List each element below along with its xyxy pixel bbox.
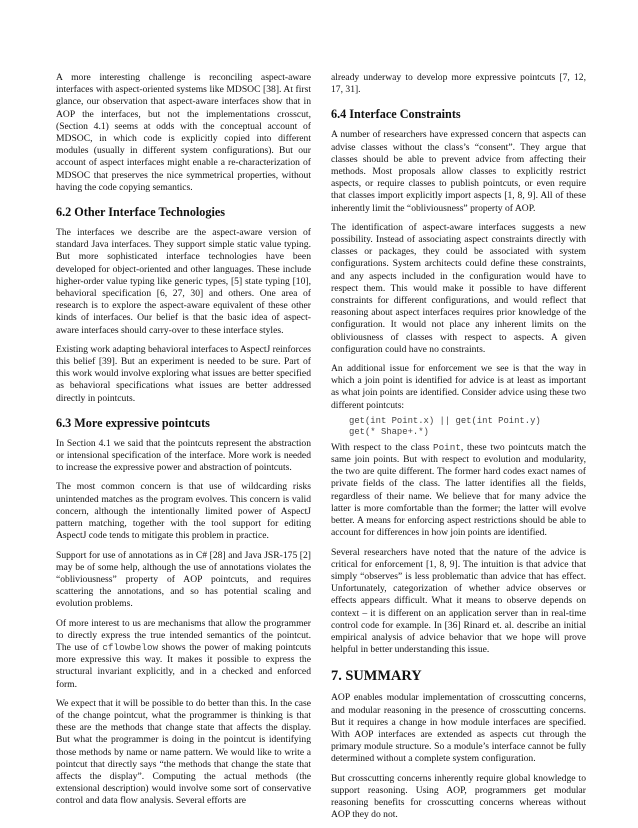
code-block (349, 416, 586, 438)
section-heading-6-4: 6.4 Interface Constraints (331, 107, 461, 122)
code-line: get(int Point.x) || get(int Point.y) (349, 415, 541, 426)
inline-code: Point (433, 441, 461, 453)
paragraph: A number of researchers have expressed concern that aspects can advise classes without the class’s “consent”. They argue that classes should be able to prevent advice from affecting their methods. Most proposals allow classes to explicitly restrict aspects, or require classes to publish pointcuts, or even require that classes import explicitly import aspects [1, 8, 9]. All of these inherently limit the “obliviousness” property of AOP. (331, 129, 586, 214)
intro-paragraph: A more interesting challenge is reconciling aspect-aware interfaces with aspect-oriented systems like MDSOC [38]. At first glance, our observation that aspect-aware interfaces show that in AOP the interfaces, but not the implementations crosscut, (Section 4.1) seems at odds with the conceptual account of MDSOC, in which code is explicitly copied into different modules (usually in different system configurations). But our account of aspect interfaces might enable a re-characterization of MDSOC that preserves the nice symmetrical properties, without having the code copying semantics. (56, 72, 311, 193)
paragraph: Support for use of annotations as in C# [28] and Java JSR-175 [2] may be of some help, although the use of annotations violates the “obliviousness” property of AOP pointcuts, and requires scattering the annotations, and so has potential scaling and evolution problems. (56, 549, 311, 610)
code-line: get(* Shape+.*) (349, 426, 429, 437)
paragraph: The identification of aspect-aware interfaces suggests a new possibility. Instead of associating aspect constraints directly with classes or packages, they could be associated with system configurations. System architects could define these constraints, and any aspects included in the configuration would have to respect them. This would make it possible to have different constraints for different configurations, and would reflect that reasoning about aspect interfaces requires prior knowledge of the configuration. It would not place any inherent limits on the obliviousness of classes with respect to aspects. A given configuration could have no constraints. (331, 221, 586, 355)
inline-code: cflowbelow (102, 641, 159, 653)
paragraph (56, 618, 311, 691)
left-column (56, 72, 311, 815)
right-column (331, 72, 586, 828)
section-heading-6-3: 6.3 More expressive pointcuts (56, 415, 210, 430)
paragraph: We expect that it will be possible to do better than this. In the case of the change pointcut, what the programmer is thinking is that these are the methods that change state that affects the display. But what the programmer is doing in the pointcut is identifying those methods by name or name pattern. We would like to write a pointcut that directly says “the methods that change the state that affects the display”. Computing the actual methods (the extensional description) would involve some sort of conservative control and data flow analysis. Several efforts are (56, 697, 311, 807)
text-run: shows the power of making pointcuts more expressive this way. It makes it possible to express the structural invariant explicitly, and in a checked and enforced form. (56, 641, 311, 690)
paragraph: But crosscutting concerns inherently require global knowledge to support reasoning. Using AOP, programmers get modular reasoning benefits for crosscutting concerns whereas without AOP they do not. (331, 772, 586, 821)
paragraph: An additional issue for enforcement we see is that the way in which a join point is identified for advice is at least as important as what join points are identified. Consider advice using these two different pointcuts: (331, 363, 586, 411)
paragraph: The most common concern is that use of wildcarding risks unintended matches as the program evolves. This concern is valid concern, although the intentionally limited power of AspectJ pattern matching, together with the tool support for editing AspectJ code tends to mitigate this problem in practice. (56, 481, 311, 542)
paragraph: Several researchers have noted that the nature of the advice is critical for enforcement [1, 8, 9]. The intuition is that advice that simply “observes” is less problematic than advice that has effect. Unfortunately, categorization of whether advice observes or effects appears difficult. What it means to observe depends on context – it is different on an application server than in real-time control code for example. In [36] Rinard et. al. describe an initial empirical analysis of advice behavior that we hope will prove helpful in better understanding this issue. (331, 546, 586, 656)
section-heading-7: 7. SUMMARY (331, 668, 422, 685)
paragraph: The interfaces we describe are the aspect-aware version of standard Java interfaces. They support simple static value typing. But more sophisticated interface technologies have been developed for object-oriented and other languages. These include higher-order value typing like generic types, [5] state typing [10], behavioral specification [6, 27, 30] and others. One area of research is to explore the aspect-aware equivalent of these other kinds of interfaces. Our belief is that the basic idea of aspect-aware interfaces should carry-over to these interface styles. (56, 227, 311, 336)
paragraph (331, 442, 586, 540)
text-run: With respect to the class (331, 441, 434, 453)
text-run: Of more interest to us are mechanisms that allow the programmer to directly express the true intended semantics of the pointcut. The use of (56, 617, 311, 653)
paragraph: In Section 4.1 we said that the pointcuts represent the abstraction or intensional specification of the interface. More work is needed to increase the expressive power and abstraction of pointcuts. (56, 437, 311, 474)
paragraph: Existing work adapting behavioral interfaces to AspectJ reinforces this belief [39]. But an experiment is needed to be sure. Part of this work would involve exploring what issues are better specified as behavioral specifications what issues are better addressed directly in pointcuts. (56, 343, 311, 404)
paragraph: AOP enables modular implementation of crosscutting concerns, and modular reasoning in the presence of crosscutting concerns. But it requires a change in how module interfaces are specified. With AOP interfaces are extended as aspects cut through the primary module structure. So a module’s interface cannot be fully determined without a complete system configuration. (331, 692, 586, 765)
section-heading-6-2: 6.2 Other Interface Technologies (56, 205, 226, 220)
continued-paragraph: already underway to develop more expressive pointcuts [7, 12, 17, 31]. (331, 72, 586, 96)
text-run: , these two pointcuts match the same join points. But with respect to evolution and modularity, the two are quite different. The former hard codes exact names of private fields of the class. The latter identifies all the fields, regardless of their name. We believe that for many advice the latter is more comfortable than the former; the latter will evolve better. A means for enforcing aspect restrictions should be able to account for differences in how join points are identified. (331, 441, 586, 539)
